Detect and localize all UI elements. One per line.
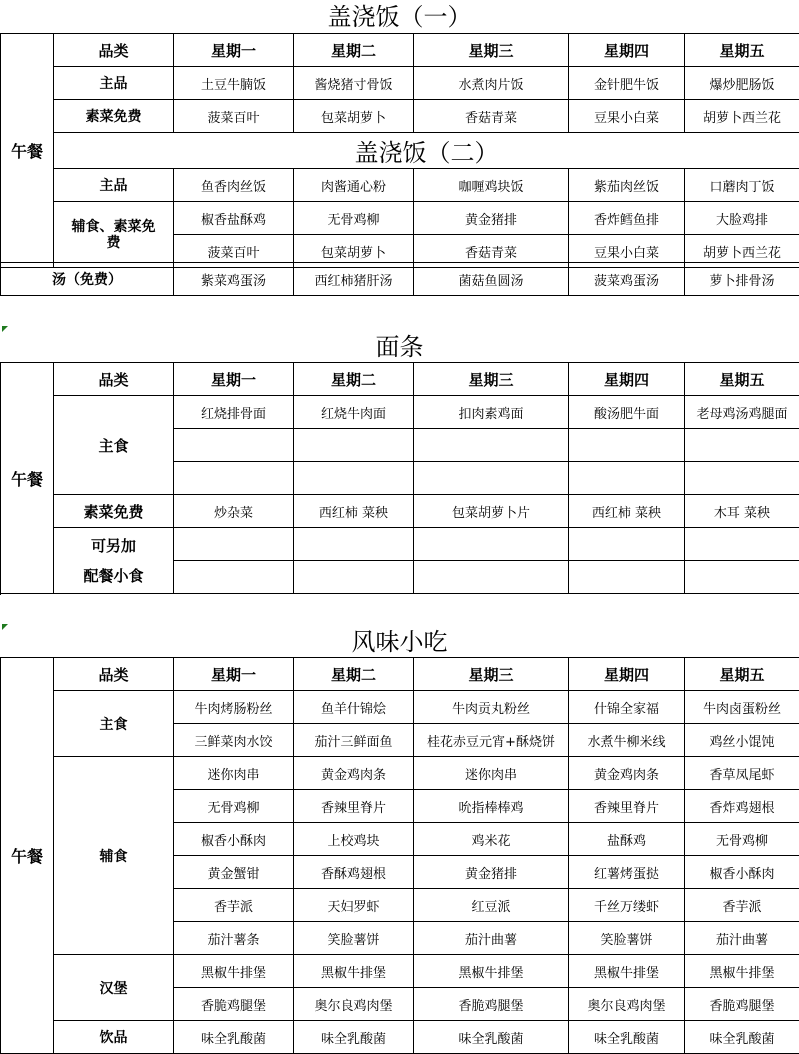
- menu-cell: 奥尔良鸡肉堡: [569, 988, 685, 1021]
- menu-cell: 酸汤肥牛面: [569, 396, 685, 429]
- menu-cell: 味全乳酸菌: [174, 1021, 294, 1054]
- menu-cell: 菌菇鱼圆汤: [414, 263, 569, 296]
- menu-cell: 牛肉贡丸粉丝: [414, 691, 569, 724]
- menu-cell: 椒香小酥肉: [174, 823, 294, 856]
- snacks-menu-table: [0, 657, 799, 1054]
- menu-cell: 包菜胡萝卜片: [414, 495, 569, 528]
- menu-cell: 黑椒牛排堡: [569, 955, 685, 988]
- menu-cell: 黄金蟹钳: [174, 856, 294, 889]
- menu-cell: 无骨鸡柳: [685, 823, 799, 856]
- menu-cell: 肉酱通心粉: [294, 169, 414, 202]
- menu-cell: [174, 561, 294, 594]
- menu-cell: [294, 561, 414, 594]
- menu-cell: [685, 561, 799, 594]
- table-row: [1, 67, 799, 100]
- rice-section-title: 盖浇饭（一）: [0, 2, 799, 32]
- menu-cell: [174, 429, 294, 462]
- menu-cell: 黄金鸡肉条: [569, 757, 685, 790]
- table-row: [1, 528, 799, 561]
- menu-cell: 茄汁曲薯: [685, 922, 799, 955]
- menu-cell: 盐酥鸡: [569, 823, 685, 856]
- table-row: [1, 263, 799, 296]
- menu-cell: 香炸鳕鱼排: [569, 202, 685, 235]
- soup-table: [0, 262, 799, 296]
- day-header: 星期四: [569, 363, 685, 396]
- menu-cell: 奥尔良鸡肉堡: [294, 988, 414, 1021]
- menu-cell: 水煮牛柳米线: [569, 724, 685, 757]
- menu-cell: 红豆派: [414, 889, 569, 922]
- rice-header-row: [1, 34, 799, 67]
- menu-cell: 黄金猪排: [414, 856, 569, 889]
- menu-cell: 菠菜百叶: [174, 100, 294, 133]
- menu-cell: 牛肉卤蛋粉丝: [685, 691, 799, 724]
- row-label: 主品: [54, 67, 174, 100]
- menu-cell: 扣肉素鸡面: [414, 396, 569, 429]
- menu-cell: 红薯烤蛋挞: [569, 856, 685, 889]
- row-label: [54, 528, 174, 594]
- menu-cell: 天妇罗虾: [294, 889, 414, 922]
- snacks-header-row: [1, 658, 799, 691]
- menu-cell: 吮指棒棒鸡: [414, 790, 569, 823]
- row-label: 汉堡: [54, 955, 174, 1021]
- menu-cell: 味全乳酸菌: [294, 1021, 414, 1054]
- row-label: 主食: [54, 396, 174, 495]
- menu-cell: [414, 528, 569, 561]
- row-label: 辅食: [54, 757, 174, 955]
- menu-cell: 香菇青菜: [414, 235, 569, 268]
- table-row: [1, 757, 799, 790]
- menu-cell: [174, 528, 294, 561]
- day-header: 星期一: [174, 34, 294, 67]
- menu-cell: 茄汁薯条: [174, 922, 294, 955]
- menu-cell: 鱼香肉丝饭: [174, 169, 294, 202]
- menu-cell: 鸡丝小馄饨: [685, 724, 799, 757]
- menu-cell: [294, 429, 414, 462]
- row-label: 辅食、素菜免费: [54, 202, 174, 268]
- menu-cell: [294, 462, 414, 495]
- menu-cell: 香芋派: [685, 889, 799, 922]
- table-row: [1, 202, 799, 235]
- menu-cell: 包菜胡萝卜: [294, 235, 414, 268]
- menu-cell: 桂花赤豆元宵+酥烧饼: [414, 724, 569, 757]
- menu-cell: 千丝万缕虾: [569, 889, 685, 922]
- menu-cell: 菠菜鸡蛋汤: [569, 263, 685, 296]
- menu-cell: 黄金猪排: [414, 202, 569, 235]
- table-row: [1, 691, 799, 724]
- menu-cell: 香草凤尾虾: [685, 757, 799, 790]
- menu-cell: 水煮肉片饭: [414, 67, 569, 100]
- rice2-section-title: 盖浇饭（二）: [54, 133, 799, 169]
- day-header: 星期四: [569, 658, 685, 691]
- menu-cell: 茄汁三鲜面鱼: [294, 724, 414, 757]
- menu-cell: 老母鸡汤鸡腿面: [685, 396, 799, 429]
- meal-label: 午餐: [1, 658, 54, 1054]
- row-label: 主食: [54, 691, 174, 757]
- day-header: 星期二: [294, 363, 414, 396]
- menu-cell: 无骨鸡柳: [174, 790, 294, 823]
- menu-cell: 红烧排骨面: [174, 396, 294, 429]
- menu-cell: 金针肥牛饭: [569, 67, 685, 100]
- menu-cell: 香辣里脊片: [569, 790, 685, 823]
- table-row: [1, 133, 799, 169]
- menu-cell: 黑椒牛排堡: [414, 955, 569, 988]
- menu-cell: 鸡米花: [414, 823, 569, 856]
- menu-cell: 迷你肉串: [174, 757, 294, 790]
- day-header: 星期三: [414, 363, 569, 396]
- menu-cell: 红烧牛肉面: [294, 396, 414, 429]
- day-header: 星期三: [414, 658, 569, 691]
- menu-cell: 上校鸡块: [294, 823, 414, 856]
- day-header: 星期一: [174, 658, 294, 691]
- menu-cell: 炒杂菜: [174, 495, 294, 528]
- table-row: [1, 169, 799, 202]
- menu-cell: 香芋派: [174, 889, 294, 922]
- menu-cell: 黄金鸡肉条: [294, 757, 414, 790]
- menu-cell: 萝卜排骨汤: [685, 263, 799, 296]
- row-label: 素菜免费: [54, 495, 174, 528]
- menu-cell: 咖喱鸡块饭: [414, 169, 569, 202]
- row-label: 主品: [54, 169, 174, 202]
- snacks-section-title: 风味小吃: [0, 627, 799, 657]
- menu-cell: 香脆鸡腿堡: [174, 988, 294, 1021]
- menu-cell: 胡萝卜西兰花: [685, 235, 799, 268]
- menu-cell: 黑椒牛排堡: [294, 955, 414, 988]
- menu-cell: 香菇青菜: [414, 100, 569, 133]
- menu-cell: 茄汁曲薯: [414, 922, 569, 955]
- menu-cell: 紫茄肉丝饭: [569, 169, 685, 202]
- menu-cell: 迷你肉串: [414, 757, 569, 790]
- menu-cell: 笑脸薯饼: [294, 922, 414, 955]
- menu-cell: 豆果小白菜: [569, 100, 685, 133]
- day-header: 星期三: [414, 34, 569, 67]
- day-header: 星期五: [685, 34, 799, 67]
- menu-cell: 什锦全家福: [569, 691, 685, 724]
- category-header: 品类: [54, 363, 174, 396]
- noodles-section-title: 面条: [0, 332, 799, 362]
- menu-cell: 笑脸薯饼: [569, 922, 685, 955]
- menu-cell: 西红柿猪肝汤: [294, 263, 414, 296]
- menu-cell: 香酥鸡翅根: [294, 856, 414, 889]
- menu-cell: 椒香小酥肉: [685, 856, 799, 889]
- menu-cell: 紫菜鸡蛋汤: [174, 263, 294, 296]
- menu-cell: 木耳 菜秧: [685, 495, 799, 528]
- extra-label-line2: 配餐小食: [83, 567, 143, 585]
- category-header: 品类: [54, 658, 174, 691]
- menu-cell: 牛肉烤肠粉丝: [174, 691, 294, 724]
- menu-cell: [685, 429, 799, 462]
- table-row: [1, 396, 799, 429]
- menu-cell: 包菜胡萝卜: [294, 100, 414, 133]
- menu-cell: 味全乳酸菌: [569, 1021, 685, 1054]
- row-label: 素菜免费: [54, 100, 174, 133]
- meal-label: 午餐: [1, 363, 54, 594]
- menu-cell: 西红柿 菜秧: [569, 495, 685, 528]
- menu-cell: 香辣里脊片: [294, 790, 414, 823]
- extra-label-line1: 可另加: [91, 537, 136, 555]
- menu-cell: 味全乳酸菌: [414, 1021, 569, 1054]
- menu-cell: 菠菜百叶: [174, 235, 294, 268]
- menu-cell: 鱼羊什锦烩: [294, 691, 414, 724]
- menu-cell: [569, 462, 685, 495]
- category-header: 品类: [54, 34, 174, 67]
- menu-cell: 椒香盐酥鸡: [174, 202, 294, 235]
- menu-cell: 西红柿 菜秧: [294, 495, 414, 528]
- menu-cell: 酱烧猪寸骨饭: [294, 67, 414, 100]
- menu-cell: [414, 561, 569, 594]
- menu-cell: 香炸鸡翅根: [685, 790, 799, 823]
- day-header: 星期一: [174, 363, 294, 396]
- menu-cell: [569, 561, 685, 594]
- menu-cell: 无骨鸡柳: [294, 202, 414, 235]
- menu-cell: 口蘑肉丁饭: [685, 169, 799, 202]
- table-row: [1, 100, 799, 133]
- day-header: 星期五: [685, 363, 799, 396]
- row-label: 饮品: [54, 1021, 174, 1054]
- menu-cell: 三鲜菜肉水饺: [174, 724, 294, 757]
- menu-cell: [414, 429, 569, 462]
- menu-cell: 大脸鸡排: [685, 202, 799, 235]
- menu-cell: [685, 528, 799, 561]
- menu-cell: 香脆鸡腿堡: [685, 988, 799, 1021]
- menu-cell: 胡萝卜西兰花: [685, 100, 799, 133]
- menu-cell: [414, 462, 569, 495]
- noodles-header-row: [1, 363, 799, 396]
- rice-menu-table: [0, 33, 799, 268]
- menu-cell: 味全乳酸菌: [685, 1021, 799, 1054]
- day-header: 星期四: [569, 34, 685, 67]
- row-label: 汤（免费）: [1, 263, 174, 296]
- menu-cell: 爆炒肥肠饭: [685, 67, 799, 100]
- day-header: 星期二: [294, 34, 414, 67]
- menu-cell: 香脆鸡腿堡: [414, 988, 569, 1021]
- menu-cell: 土豆牛腩饭: [174, 67, 294, 100]
- menu-cell: [569, 528, 685, 561]
- day-header: 星期五: [685, 658, 799, 691]
- table-row: [1, 955, 799, 988]
- table-row: [1, 495, 799, 528]
- noodles-menu-table: [0, 362, 799, 594]
- menu-cell: [174, 462, 294, 495]
- menu-cell: 黑椒牛排堡: [685, 955, 799, 988]
- menu-cell: [294, 528, 414, 561]
- day-header: 星期二: [294, 658, 414, 691]
- menu-cell: 黑椒牛排堡: [174, 955, 294, 988]
- menu-cell: [569, 429, 685, 462]
- menu-cell: 豆果小白菜: [569, 235, 685, 268]
- menu-cell: [685, 462, 799, 495]
- table-row: [1, 1021, 799, 1054]
- meal-label: 午餐: [1, 34, 54, 268]
